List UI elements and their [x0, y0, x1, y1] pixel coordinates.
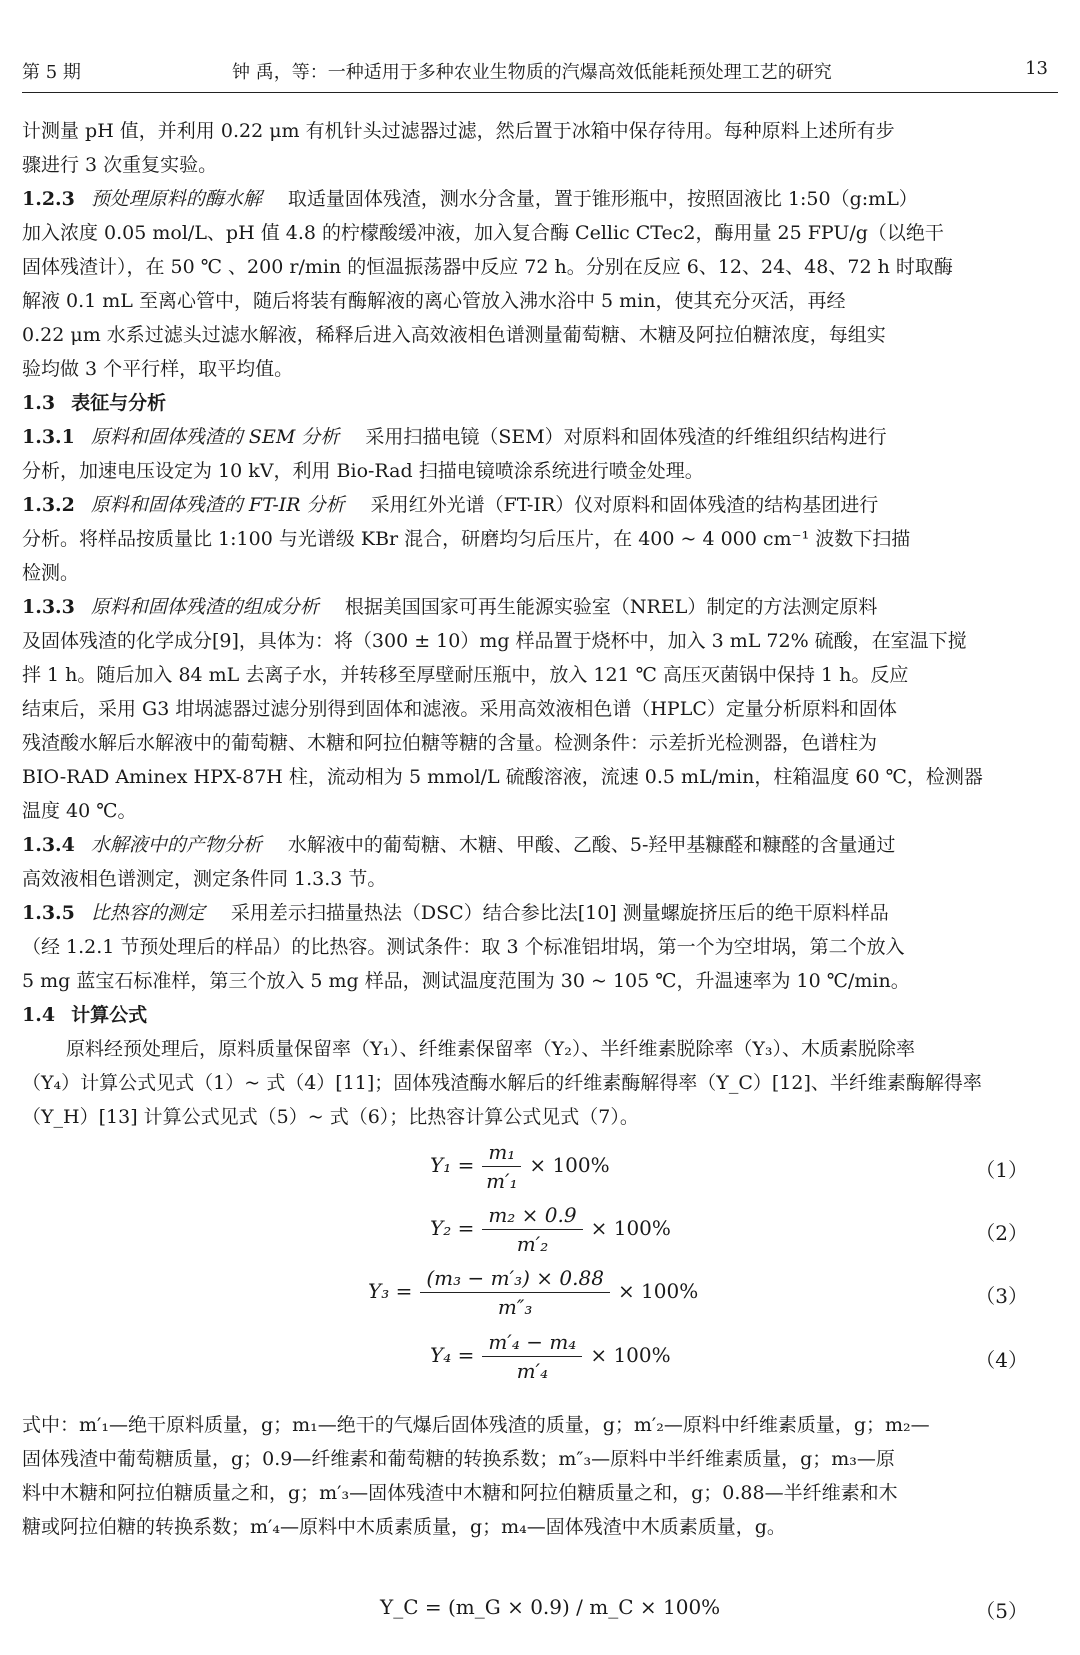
section-number: 1.4 [22, 1004, 56, 1026]
line-text: （Y_H）[13] 计算公式见式（5）~ 式（6）；比热容计算公式见式（7）。 [22, 1106, 639, 1128]
equation-5-label: （5） [975, 1599, 1028, 1623]
line-text: 解液 0.1 mL 至离心管中，随后将装有酶解液的离心管放入沸水浴中 5 min，使其充分灭活，再经 [22, 290, 846, 312]
line-text: 高效液相色谱测定，测定条件同 1.3.3 节。 [22, 868, 387, 890]
line-text: 骤进行 3 次重复实验。 [22, 154, 218, 176]
section-line [22, 386, 1058, 420]
text-line [22, 284, 1058, 318]
line-text: 5 mg 蓝宝石标准样，第三个放入 5 mg 样品，测试温度范围为 30 ~ 105 ℃，升温速率为 10 ℃/min。 [22, 970, 910, 992]
subsection-title: 比热容的测定 [90, 902, 205, 924]
line-text: （Y₄）计算公式见式（1）~ 式（4）[11]；固体残渣酶水解后的纤维素酶解得率（Y_C）[12]、半纤维素酶解得率 [22, 1072, 982, 1094]
equation-expression: Y₄ = $\frac{\text{m′₄ − m₄}}{\text{m′₄}}$ × 100% [430, 1330, 671, 1383]
equation-label: （3） [975, 1284, 1028, 1308]
line-text: 原料经预处理后，原料质量保留率（Y₁）、纤维素保留率（Y₂）、半纤维素脱除率（Y₃）、木质素脱除率 [66, 1038, 915, 1060]
text-line [22, 318, 1058, 352]
equation-label: （2） [975, 1221, 1028, 1245]
line-text: 固体残渣计），在 50 ℃ 、200 r/min 的恒温振荡器中反应 72 h。分别在反应 6、12、24、48、72 h 时取酶 [22, 256, 953, 278]
line-text: 分析。将样品按质量比 1:100 与光谱级 KBr 混合，研磨均匀后压片，在 400 ~ 4 000 cm⁻¹ 波数下扫描 [22, 528, 911, 550]
equation-5-expression: Y_C = (m_G × 0.9) / m_C × 100% [380, 1595, 721, 1619]
line-text: 及固体残渣的化学成分[9]，具体为：将（300 ± 10）mg 样品置于烧杯中，加入 3 mL 72% 硫酸，在室温下搅 [22, 630, 967, 652]
text-line [22, 352, 1058, 386]
section-number: 1.3.4 [22, 834, 75, 856]
section-line [22, 420, 1058, 454]
text-line [22, 862, 1058, 896]
page-number: 13 [1025, 58, 1048, 79]
line-text: 检测。 [22, 562, 80, 584]
text-line [22, 692, 1058, 726]
subsection-title: 预处理原料的酶水解 [90, 188, 262, 210]
text-line [22, 794, 1058, 828]
equation-label: （1） [975, 1158, 1028, 1182]
line-text: 采用差示扫描量热法（DSC）结合参比法[10] 测量螺旋挤压后的绝干原料样品 [230, 902, 889, 924]
line-text: 取适量固体残渣，测水分含量，置于锥形瓶中，按照固液比 1:50（g:mL） [287, 188, 918, 210]
text-line [22, 964, 1058, 998]
where-line: 式中：m′₁—绝干原料质量，g；m₁—绝干的气爆后固体残渣的质量，g；m′₂—原料中纤维素质量，g；m₂— [22, 1414, 930, 1436]
text-line [22, 1100, 1058, 1134]
section-number: 1.3.5 [22, 902, 75, 924]
text-line [22, 1066, 1058, 1100]
line-text: 温度 40 ℃。 [22, 800, 137, 822]
section-heading: 计算公式 [71, 1004, 148, 1026]
section-number: 1.3.3 [22, 596, 75, 618]
line-text: （经 1.2.1 节预处理后的样品）的比热容。测试条件：取 3 个标准铝坩埚，第一个为空坩埚，第二个放入 [22, 936, 905, 958]
equation-expression: Y₃ = $\frac{\text{(m₃ − m′₃) × 0.88}}{\text{m″₃}}$ × 100% [368, 1266, 699, 1319]
subsection-title: 原料和固体残渣的组成分析 [90, 596, 319, 618]
text-line [22, 114, 1058, 148]
subsection-title: 原料和固体残渣的 SEM 分析 [90, 426, 340, 448]
text-line [22, 216, 1058, 250]
section-line [22, 488, 1058, 522]
equation-expression: Y₁ = $\frac{\text{m₁}}{\text{m′₁}}$ × 100% [430, 1140, 610, 1193]
text-line [22, 930, 1058, 964]
section-number: 1.3 [22, 392, 56, 414]
line-text: 采用红外光谱（FT-IR）仪对原料和固体残渣的结构基团进行 [370, 494, 879, 516]
where-line: 固体残渣中葡萄糖质量，g；0.9—纤维素和葡萄糖的转换系数；m″₃—原料中半纤维素质量，g；m₃—原 [22, 1448, 895, 1470]
section-number: 1.2.3 [22, 188, 75, 210]
line-text: 加入浓度 0.05 mol/L、pH 值 4.8 的柠檬酸缓冲液，加入复合酶 Cellic CTec2，酶用量 25 FPU/g（以绝干 [22, 222, 944, 244]
line-text: BIO-RAD Aminex HPX-87H 柱，流动相为 5 mmol/L 硫酸溶液，流速 0.5 mL/min，柱箱温度 60 ℃，检测器 [22, 766, 983, 788]
section-line [22, 182, 1058, 216]
text-line [22, 556, 1058, 590]
line-text: 采用扫描电镜（SEM）对原料和固体残渣的纤维组织结构进行 [365, 426, 887, 448]
section-line [22, 590, 1058, 624]
equation-label: （4） [975, 1348, 1028, 1372]
issue-label: 第 5 期 [22, 62, 81, 83]
running-title: 钟 禹，等：一种适用于多种农业生物质的汽爆高效低能耗预处理工艺的研究 [232, 62, 832, 83]
section-line [22, 828, 1058, 862]
equation-expression: Y₂ = $\frac{\text{m₂ × 0.9}}{\text{m′₂}}$ × 100% [430, 1203, 671, 1256]
section-line [22, 998, 1058, 1032]
text-line [22, 760, 1058, 794]
text-line [22, 148, 1058, 182]
section-number: 1.3.2 [22, 494, 75, 516]
line-text: 结束后，采用 G3 坩埚滤器过滤分别得到固体和滤液。采用高效液相色谱（HPLC）定量分析原料和固体 [22, 698, 897, 720]
line-text: 0.22 μm 水系过滤头过滤水解液，稀释后进入高效液相色谱测量葡萄糖、木糖及阿拉伯糖浓度，每组实 [22, 324, 886, 346]
line-text: 分析，加速电压设定为 10 kV，利用 Bio-Rad 扫描电镜喷涂系统进行喷金处理。 [22, 460, 704, 482]
line-text: 水解液中的葡萄糖、木糖、甲酸、乙酸、5-羟甲基糠醛和糠醛的含量通过 [287, 834, 896, 856]
subsection-title: 水解液中的产物分析 [90, 834, 262, 856]
line-text: 验均做 3 个平行样，取平均值。 [22, 358, 294, 380]
text-line [22, 522, 1058, 556]
line-text: 拌 1 h。随后加入 84 mL 去离子水，并转移至厚壁耐压瓶中，放入 121 ℃ 高压灭菌锅中保持 1 h。反应 [22, 664, 909, 686]
line-text: 残渣酸水解后水解液中的葡萄糖、木糖和阿拉伯糖等糖的含量。检测条件：示差折光检测器，色谱柱为 [22, 732, 878, 754]
running-header [22, 58, 1058, 93]
section-heading: 表征与分析 [71, 392, 167, 414]
text-line [22, 1032, 1080, 1066]
text-line [22, 658, 1058, 692]
where-line: 料中木糖和阿拉伯糖质量之和，g；m′₃—固体残渣中木糖和阿拉伯糖质量之和，g；0.88—半纤维素和木 [22, 1482, 898, 1504]
subsection-title: 原料和固体残渣的 FT-IR 分析 [90, 494, 345, 516]
text-line [22, 454, 1058, 488]
where-line: 糖或阿拉伯糖的转换系数；m′₄—原料中木质素质量，g；m₄—固体残渣中木质素质量，g。 [22, 1516, 786, 1538]
section-number: 1.3.1 [22, 426, 75, 448]
line-text: 计测量 pH 值，并利用 0.22 μm 有机针头过滤器过滤，然后置于冰箱中保存待用。每种原料上述所有步 [22, 120, 895, 142]
text-line [22, 624, 1058, 658]
text-line [22, 726, 1058, 760]
section-line [22, 896, 1058, 930]
line-text: 根据美国国家可再生能源实验室（NREL）制定的方法测定原料 [344, 596, 878, 618]
text-line [22, 250, 1058, 284]
